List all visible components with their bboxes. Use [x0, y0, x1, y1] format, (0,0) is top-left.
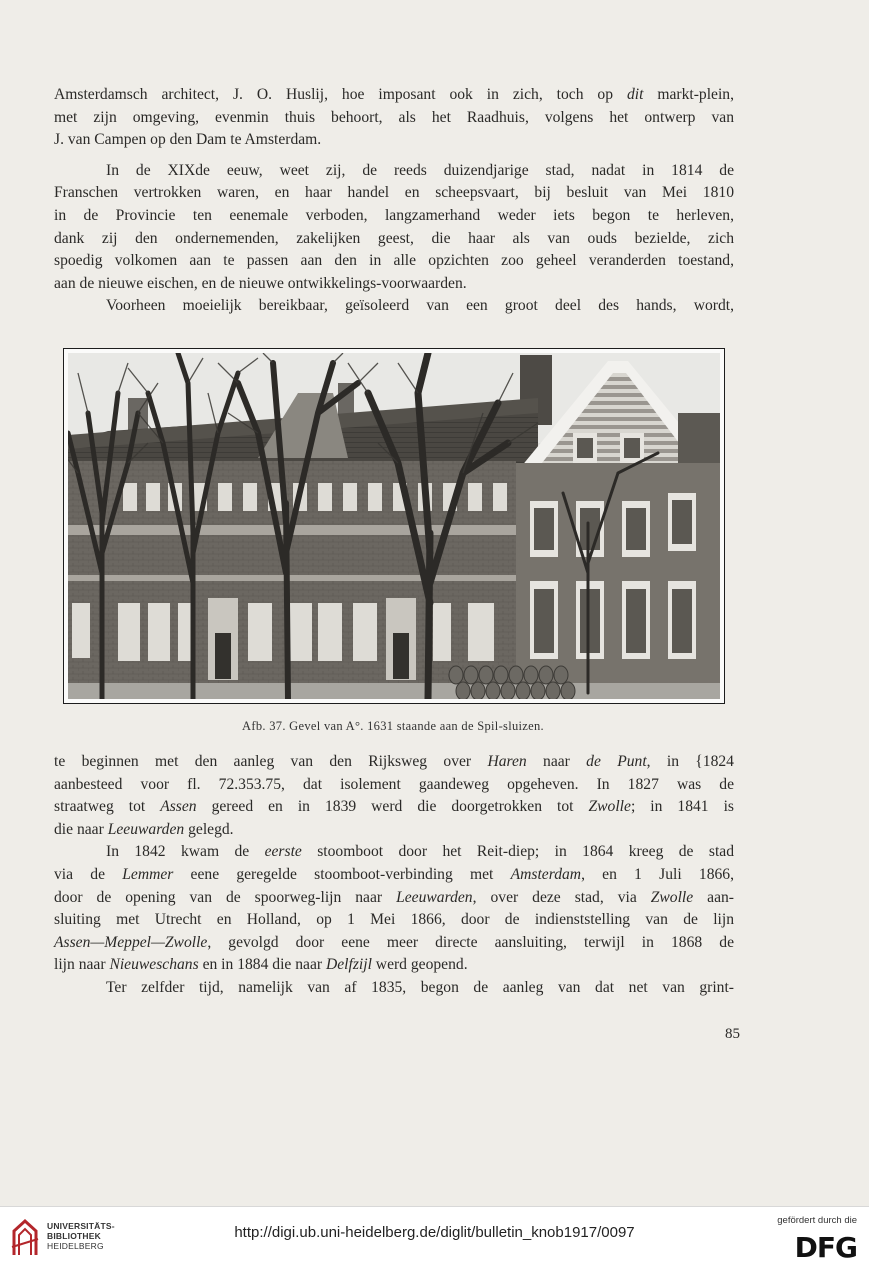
paragraph: te beginnen met den aanleg van den Rijksweg over Haren naar de Punt, in {1824 [54, 753, 734, 770]
paragraph: Ter zelfder tijd, namelijk van af 1835, begon de aanleg van dat net van grint- [106, 978, 734, 996]
dfg-logo-icon[interactable]: DFG [794, 1231, 857, 1264]
paragraph: Voorheen moeielijk bereikbaar, geïsoleerd van een groot deel des hands, wordt, [106, 297, 734, 315]
page-number: 85 [725, 1026, 740, 1042]
library-name[interactable]: UNIVERSITÄTS- BIBLIOTHEK HEIDELBERG [47, 1221, 115, 1251]
figure-photo-frame [63, 348, 725, 704]
document-url-link[interactable]: http://digi.ub.uni-heidelberg.de/diglit/bulletin_knob1917/0097 [234, 1224, 635, 1241]
top-text-block: Amsterdamsch architect, J. O. Huslij, hoe imposant ook in zich, toch op dit markt-plein, met zijn omgeving, evenmin thuis behoort, als het Raadhuis, volgens het ontwerp van J. van Campen op den Dam te Amsterdam. In de XIXde eeuw, weet zij, de reeds duizendjarige stad, nadat in 1814 de Franschen vertrokken waren, en haar handel en scheepsvaart, bij besluit van Mei 1810 in de Provincie ten eenemale verboden, langzamerhand weder iets begon te herleven, dank zij den ondernemenden, zakelijken geest, die haar als van ouds bezielde, zich spoedig volkomen aan te passen aan den in alle opzichten zoo geheel veranderden toestand, aan de nieuwe eischen, en de nieuwe ontwikkelings-voorwaarden. Voorheen moeielijk bereikbaar, geïsoleerd van een groot deel des hands, wordt, [54, 84, 734, 318]
paragraph: Amsterdamsch architect, J. O. Huslij, hoe imposant ook in zich, toch op dit markt-plein, [54, 86, 734, 103]
funding-label: gefördert durch die [777, 1215, 857, 1226]
paragraph: In 1842 kwam de eerste stoomboot door het Reit-diep; in 1864 kreeg de stad [106, 843, 734, 861]
bottom-text-block: te beginnen met den aanleg van den Rijksweg over Haren naar de Punt, in {1824 aanbesteed voor fl. 72.353.75, dat isolement gaandeweg opgeheven. In 1827 was de straatweg tot Assen gereed en in 1839 werd die doorgetrokken tot Zwolle; in 1841 is die naar Leeuwarden gelegd. In 1842 kwam de eerste stoomboot door het Reit-diep; in 1864 kreeg de stad via de Lemmer eene geregelde stoomboot-verbinding met Amsterdam, en 1 Juli 1866, door de opening van de spoorweg-lijn naar Leeuwarden, over deze stad, via Zwolle aan- sluiting met Utrecht en Holland, op 1 Mei 1866, door de indienststelling van de lijn Assen—Meppel—Zwolle, gevolgd door eene meer directe aansluiting, terwijl in 1868 de lijn naar Nieuweschans en in 1884 die naar Delfzijl werd geopend. Ter zelfder tijd, namelijk van af 1835, begon de aanleg van dat net van grint- [54, 751, 734, 1000]
paragraph: In de XIXde eeuw, weet zij, de reeds duizendjarige stad, nadat in 1814 de [106, 161, 734, 179]
figure-caption: Afb. 37. Gevel van A°. 1631 staande aan de Spil-sluizen. [242, 719, 544, 733]
building-facade-photo [68, 353, 720, 699]
viewer-footer [0, 1206, 869, 1268]
